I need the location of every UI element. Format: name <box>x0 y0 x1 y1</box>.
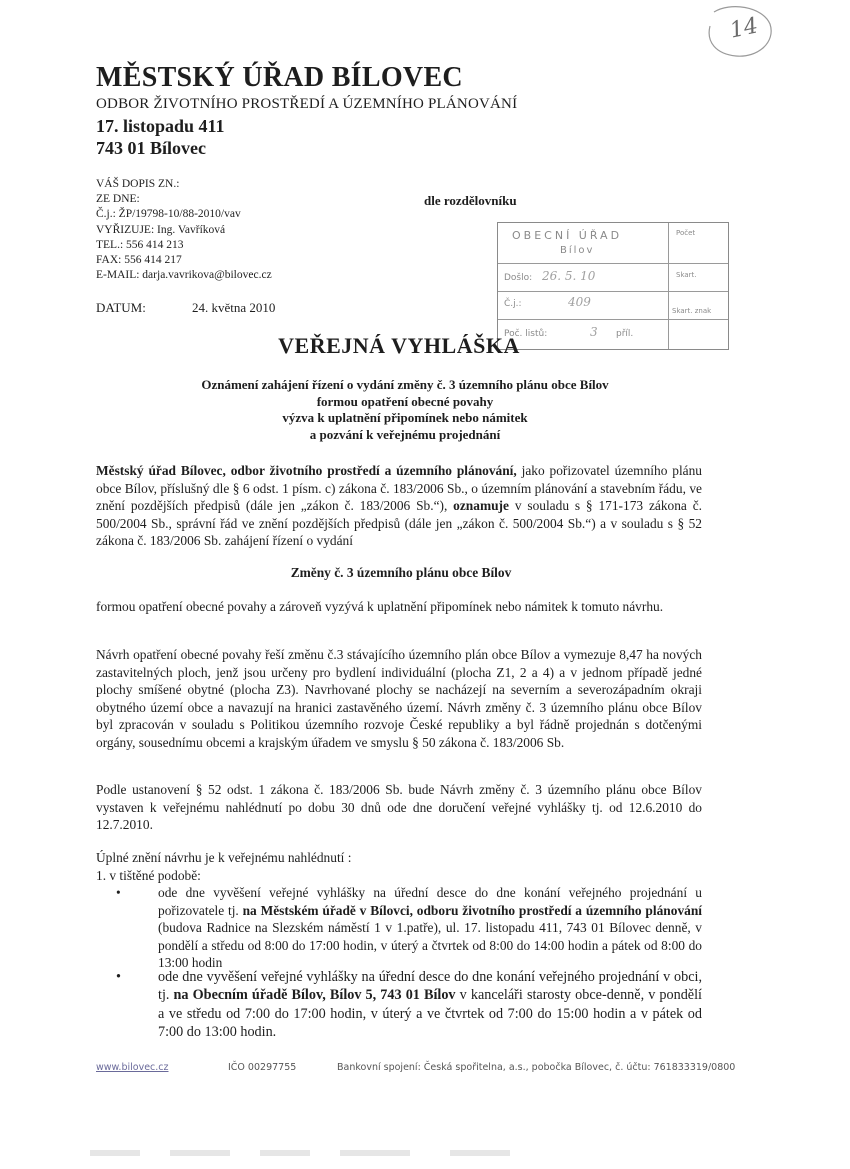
footer-website-link[interactable]: www.bilovec.cz <box>96 1062 169 1073</box>
bullet-1: • <box>116 885 121 900</box>
handwritten-page-number <box>700 2 776 60</box>
subject-line-2: formou opatření obecné povahy <box>316 393 494 409</box>
bullet-1-text-1: ode dne vyvěšení veřejné vyhlášky na úřední desce do dne konání veřejného projednání u pořizovatele tj. <box>158 885 702 918</box>
bullet-2: • <box>116 969 121 985</box>
stamp-corner-1: Počet <box>676 229 696 237</box>
footer-ico: IČO 00297755 <box>228 1062 297 1073</box>
ref-phone: TEL.: 556 414 213 <box>96 238 184 251</box>
reference-block <box>96 177 272 283</box>
ref-handled-by: VYŘIZUJE: Ing. Vavříková <box>96 223 226 236</box>
section-heading-text: Změny č. 3 územního plánu obce Bílov <box>290 565 512 580</box>
date-row <box>96 300 276 316</box>
document-title-text: VEŘEJNÁ VYHLÁŠKA <box>278 333 520 358</box>
list-item <box>96 968 702 1042</box>
footer-bank: Bankovní spojení: Česká spořitelna, a.s., pobočka Bílovec, č. účtu: 761833319/0800 <box>337 1062 736 1073</box>
intro-text-1: jako pořizovatel územního plánu obce Bílov, příslušný dle § 6 odst. 1 písm. c) zákona č. 183/2006 Sb., o územním plánování a stavebním řádu, ve znění pozdějších předpisů (dále jen „zákon č. 183/2006 Sb.“), <box>96 463 703 514</box>
recipient: dle rozdělovníku <box>424 193 517 208</box>
ref-fax: FAX: 556 414 217 <box>96 254 182 267</box>
office-city: 743 01 Bílovec <box>96 138 206 158</box>
bullet-1-bold: na Městském úřadě v Bílovci, odboru životního prostředí a územního plánování <box>242 902 702 918</box>
scan-artifact <box>90 1150 530 1156</box>
intro-text-2: v souladu s § 171-173 zákona č. 500/2004 Sb., správní řád ve znění pozdějších předpisů (dále jen „zákon č. 500/2004 Sb.“) a v souladu s § 52 zákona č. 183/2006 Sb. zahájení řízení o vydání <box>96 498 702 549</box>
bullet-2-text-2: v kanceláři starosty obce-denně, v pondělí a ve středu od 7:00 do 17:00 hodin, v úterý a ve čtvrtek od 7:00 do 15:00 hodin a v pátek od 7:00 do 13:00 hodin. <box>158 987 702 1041</box>
department-name: ODBOR ŽIVOTNÍHO PROSTŘEDÍ A ÚZEMNÍHO PLÁNOVÁNÍ <box>96 96 518 112</box>
stamp-place: Bílov <box>560 245 595 256</box>
intro-announces: oznamuje <box>453 498 509 514</box>
bullet-1-text-2: (budova Radnice na Slezském náměstí 1 v 1.patře), ul. 17. listopadu 411, 743 01 Bílovec denně, v pondělí a středu od 8:00 do 17:00 hodin, v úterý a čtvrtek od 8:00 do 14:00 hodin a pátek od 8:00 do 13:00 hodin <box>158 920 702 971</box>
subject-line-1: Oznámení zahájení řízení o vydání změny č. 3 územního plánu obce Bílov <box>201 377 609 392</box>
page-number-text: 14 <box>727 13 761 44</box>
availability-line-2: 1. v tištěné podobě: <box>96 867 201 883</box>
stamp-corner-2: Skart. <box>676 271 697 279</box>
ref-case-number: Č.j.: ŽP/19798-10/88-2010/vav <box>96 208 241 221</box>
stamp-received-label: Došlo: <box>504 273 533 283</box>
intro-authority: Městský úřad Bílovec, odbor životního prostředí a územního plánování, <box>96 463 517 478</box>
paragraph-availability <box>96 849 702 884</box>
office-name: MĚSTSKÝ ÚŘAD BÍLOVEC <box>96 62 463 93</box>
stamp-corner-3: Skart. znak <box>672 307 712 315</box>
stamp-attachments-label: příl. <box>616 329 634 339</box>
stamp-cj-value: 409 <box>568 295 591 309</box>
bullet-2-text-1: ode dne vyvěšení veřejné vyhlášky na úřední desce do dne konání veřejného projednání v obci, tj. <box>158 969 702 1004</box>
stamp-received-value: 26. 5. 10 <box>542 269 596 283</box>
subject-line-4: a pozvání k veřejnému projednání <box>309 426 501 442</box>
availability-line-1: Úplné znění návrhu je k veřejnému nahlédnutí : <box>96 850 352 865</box>
stamp-sheets-value: 3 <box>590 325 598 339</box>
bullet-2-bold: na Obecním úřadě Bílov, Bílov 5, 743 01 Bílov <box>173 987 456 1004</box>
stamp-cj-label: Č.j.: <box>504 299 522 309</box>
ref-email: E-MAIL: darja.vavrikova@bilovec.cz <box>96 269 272 282</box>
ref-your-letter: VÁŠ DOPIS ZN.: <box>96 178 180 190</box>
paragraph-intro <box>96 462 702 550</box>
date-value: 24. května 2010 <box>192 300 276 315</box>
stamp-sheets-label: Poč. listů: <box>504 329 548 339</box>
receipt-stamp <box>497 222 729 350</box>
section-heading <box>0 565 850 581</box>
paragraph-proposal: Návrh opatření obecné povahy řeší změnu č.3 stávajícího územního plán obce Bílov a vymezuje 8,47 ha nových zastavitelných ploch, jenž jsou určeny pro bydlení individuální (plocha Z1, 2 a 4) a v jednom případě jedné plochy smíšené obytné (plocha Z3). Navrhované plochy se nacházejí na severním a severozápadním okraji obytného území obce a navazují na hranici zastavěného území. Návrh změny č. 3 územního plánu obce Bílov byl zpracován v souladu s Politikou územního rozvoje České republiky a byl řádně projednán s dotčenými orgány, sousednímu obcemi a krajským úřadem ve smyslu § 50 zákona č. 183/2006 Sb. <box>96 647 702 750</box>
list-item <box>96 884 702 972</box>
subject-line-3: výzva k uplatnění připomínek nebo námitek <box>282 410 528 425</box>
stamp-office: OBECNÍ ÚŘAD <box>512 229 623 242</box>
subject-block <box>0 377 850 443</box>
ref-date-of: ZE DNE: <box>96 193 140 206</box>
paragraph-form: formou opatření obecné povahy a zároveň vyzývá k uplatnění připomínek nebo námitek k tomuto návrhu. <box>96 599 664 614</box>
office-street: 17. listopadu 411 <box>96 116 225 136</box>
paragraph-display-period: Podle ustanovení § 52 odst. 1 zákona č. 183/2006 Sb. bude Návrh změny č. 3 územního plánu obce Bílov vystaven k veřejnému nahlédnutí po dobu 30 dnů ode dne doručení veřejné vyhlášky tj. od 12.6.2010 do 12.7.2010. <box>96 782 702 833</box>
date-label: DATUM: <box>96 300 146 315</box>
document-title <box>0 333 850 359</box>
